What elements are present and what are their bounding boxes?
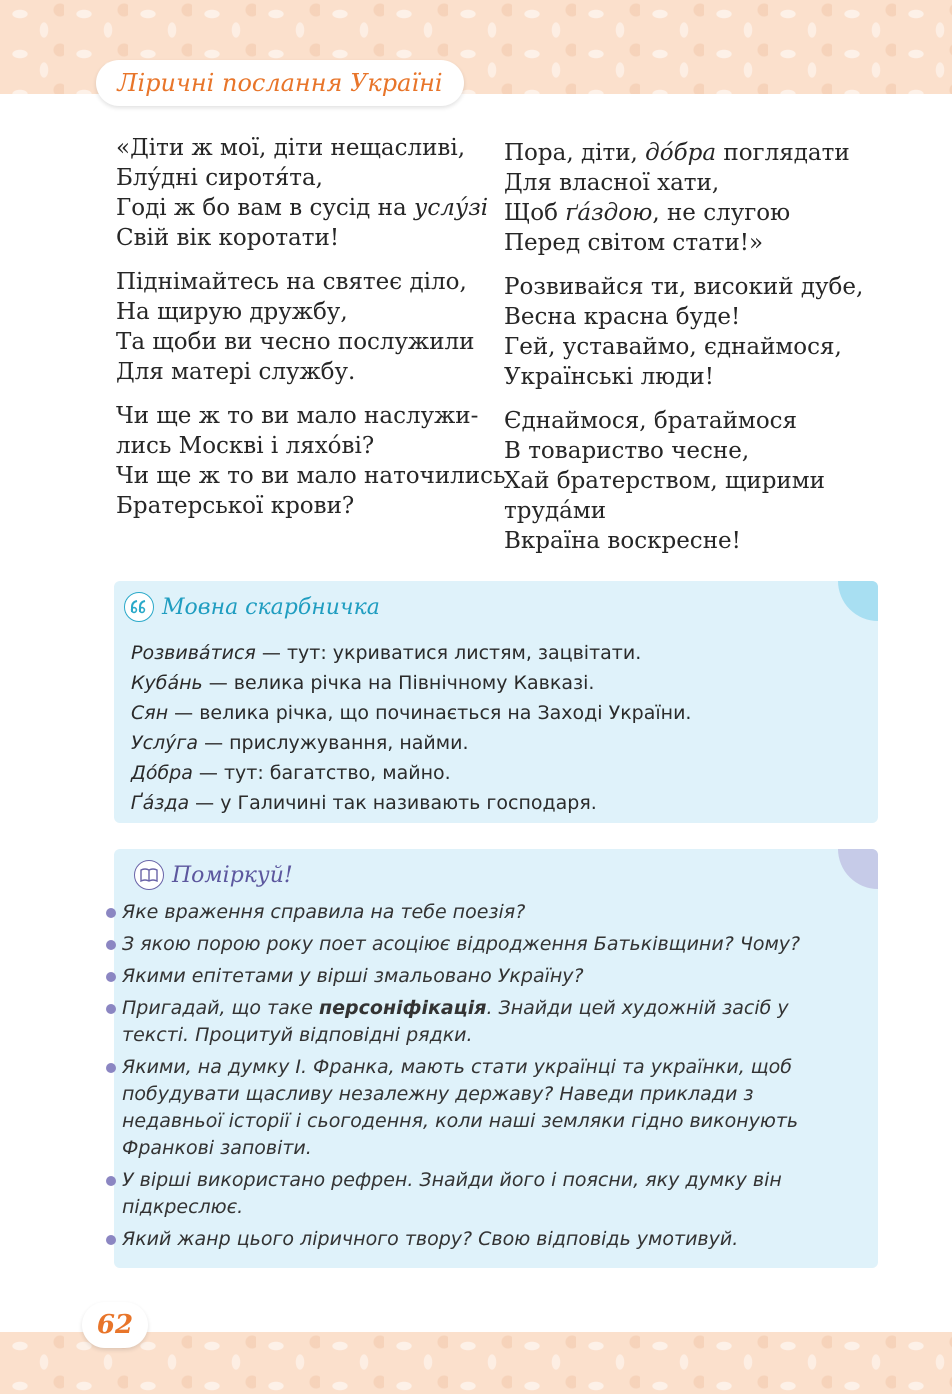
glossary-header xyxy=(124,591,380,623)
glossary-item xyxy=(131,698,691,728)
question-text: Якими епітетами у вірші змальовано Україну? xyxy=(122,965,584,987)
bullet-icon xyxy=(106,1176,116,1186)
poem-line: Весна красна буде! xyxy=(504,304,741,330)
book-icon xyxy=(134,860,164,890)
poem-stanza xyxy=(504,406,884,556)
page-number: 62 xyxy=(96,1310,134,1340)
poem-line: В товариство чесне, xyxy=(504,438,750,464)
glossary-item xyxy=(131,788,691,818)
poem-line: Чи ще ж то ви мало наточились xyxy=(116,463,506,489)
poem-line: Перед світом стати!» xyxy=(504,230,764,256)
think-box xyxy=(114,849,878,1268)
glossary-item xyxy=(131,638,691,668)
question-text: Яке враження справила на тебе поезія? xyxy=(122,901,526,923)
glossary-term: До́бра xyxy=(131,762,193,784)
bullet-icon xyxy=(106,972,116,982)
poem-line: Для матері службу. xyxy=(116,359,356,385)
glossary-term: Ґа́зда xyxy=(131,792,190,814)
poem-line: Братерської крови? xyxy=(116,493,355,519)
poem-line: Свій вік коротати! xyxy=(116,225,340,251)
poem-line-text: поглядати xyxy=(716,140,850,166)
glossary-definition: — у Галичині так називають господаря. xyxy=(189,792,597,814)
glossary-term: Розвива́тися xyxy=(131,642,256,664)
glossary-definition: — тут: укриватися листям, зацвітати. xyxy=(255,642,642,664)
poem-line xyxy=(116,193,496,223)
think-title: Поміркуй! xyxy=(172,862,293,888)
think-header xyxy=(134,859,293,891)
poem-line-text: Годі ж бо вам в сусід на xyxy=(116,195,414,221)
question-item xyxy=(106,931,846,958)
chapter-title: Ліричні послання Україні xyxy=(117,69,443,97)
poem-line: Та щоби ви чесно послужили xyxy=(116,329,475,355)
poem-line: Гей, уставаймо, єднаймося, xyxy=(504,334,842,360)
poem-line: На щирую дружбу, xyxy=(116,299,348,325)
question-item xyxy=(106,1054,846,1162)
poem-line: Для власної хати, xyxy=(504,170,720,196)
poem-stanza xyxy=(504,138,884,258)
question-text: Пригадай, що таке xyxy=(122,997,320,1019)
poem-line-text: Пора, діти, xyxy=(504,140,646,166)
box-corner-decoration xyxy=(838,849,878,889)
poem-line-text: , не слугою xyxy=(652,200,791,226)
question-item xyxy=(106,963,846,990)
poem-line xyxy=(504,198,884,228)
question-bold-term: персоніфікація xyxy=(319,997,487,1019)
question-item xyxy=(106,899,846,926)
question-text: Який жанр цього ліричного твору? Свою відповідь умотивуй. xyxy=(122,1228,739,1250)
poem-stanza xyxy=(504,272,884,392)
glossary-definition: — велика річка, що починається на Заході України. xyxy=(168,702,692,724)
poem-line xyxy=(504,138,884,168)
glossary-term: Услу́га xyxy=(131,732,199,754)
bullet-icon xyxy=(106,908,116,918)
glossary-definition: — тут: багатство, майно. xyxy=(192,762,451,784)
poem-line: Українські люди! xyxy=(504,364,714,390)
glossary-term: Куба́нь xyxy=(131,672,203,694)
chapter-header xyxy=(96,60,464,106)
poem-stanza xyxy=(116,133,496,253)
bullet-icon xyxy=(106,1235,116,1245)
glossary-item xyxy=(131,758,691,788)
poem-line: Розвивайся ти, високий дубе, xyxy=(504,274,864,300)
bottom-decorative-band xyxy=(0,1332,952,1394)
glossary-list xyxy=(131,638,691,818)
poem-line: труда́ми xyxy=(504,498,607,524)
poem-left-column xyxy=(116,133,506,535)
poem-line: «Діти ж мої, діти нещасливі, xyxy=(116,135,466,161)
poem-italic-word: до́бра xyxy=(645,140,717,166)
poem-line-text: Щоб xyxy=(504,200,566,226)
glossary-box xyxy=(114,581,878,823)
poem-line: Чи ще ж то ви мало наслужи- xyxy=(116,403,479,429)
glossary-definition: — прислужування, найми. xyxy=(198,732,469,754)
question-text: Якими, на думку І. Франка, мають стати українці та українки, щоб побудувати щасливу незалежну державу? Наведи приклади з недавньої історії і сьогодення, коли наші земляки гідно виконують Франкові заповіти. xyxy=(122,1056,799,1159)
question-text: . Знайди цей художній засіб у тексті. Процитуй відповідні рядки. xyxy=(122,997,789,1046)
question-item xyxy=(106,995,846,1049)
glossary-item xyxy=(131,728,691,758)
glossary-definition: — велика річка на Північному Кавказі. xyxy=(202,672,595,694)
poem-line: Піднімайтесь на святеє діло, xyxy=(116,269,467,295)
bullet-icon xyxy=(106,1004,116,1014)
bullet-icon xyxy=(106,1063,116,1073)
glossary-item xyxy=(131,668,691,698)
glossary-term: Сян xyxy=(131,702,169,724)
page-number-badge xyxy=(82,1302,148,1348)
poem-line: Блу́дні сиротя́та, xyxy=(116,165,323,191)
poem-italic-word: ґа́здою xyxy=(565,200,653,226)
poem-italic-word: услу́зі xyxy=(413,195,489,221)
question-list xyxy=(106,899,846,1258)
poem-right-column xyxy=(504,138,884,570)
poem-line: Вкраїна воскресне! xyxy=(504,528,741,554)
bullet-icon xyxy=(106,940,116,950)
glossary-title: Мовна скарбничка xyxy=(162,594,380,620)
question-text: У вірші використано рефрен. Знайди його і поясни, яку думку він підкреслює. xyxy=(122,1169,782,1218)
poem-line: Єднаймося, братаймося xyxy=(504,408,798,434)
box-corner-decoration xyxy=(838,581,878,621)
poem-stanza xyxy=(116,267,496,387)
poem-line: Хай братерством, щирими xyxy=(504,468,825,494)
poem-line: лись Москві і ляхо́ві? xyxy=(116,433,375,459)
question-item xyxy=(106,1226,846,1253)
question-item xyxy=(106,1167,846,1221)
poem-stanza xyxy=(116,401,506,521)
question-text: З якою порою року поет асоціює відродження Батьківщини? Чому? xyxy=(122,933,801,955)
quote-icon xyxy=(124,592,154,622)
